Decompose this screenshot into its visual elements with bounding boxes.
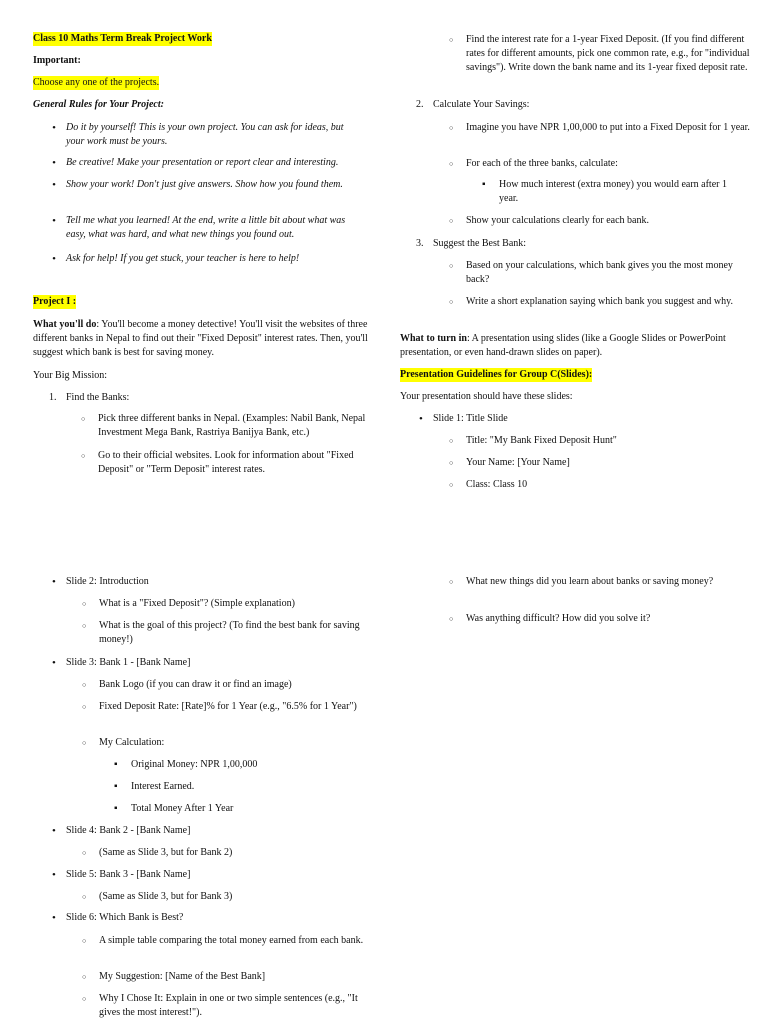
rules-heading: General Rules for Your Project: [33, 99, 164, 110]
step-label: Calculate Your Savings: [433, 99, 530, 110]
step-number: 3. [416, 238, 424, 249]
slide6-item: ○ My Suggestion: [Name of the Best Bank] [99, 970, 367, 984]
mission-label: Your Big Mission: [33, 370, 108, 381]
choose-note: Choose any one of the projects. [33, 77, 160, 88]
slide-4: • Slide 4: Bank 2 - [Bank Name] [66, 824, 190, 838]
slide1-item: ○ Class: Class 10 [466, 478, 527, 492]
turnin-text: : A presentation using slides (like a Google Slides or PowerPoint presentation, or even hand-drawn slides on paper). [400, 333, 726, 358]
rule-item: • Tell me what you learned! At the end, write a little bit about what was easy, what was hard, and what new things you found out. [66, 214, 358, 242]
guidelines-heading: Presentation Guidelines for Group C(Slides): [400, 369, 593, 380]
slide5-item: ○ (Same as Slide 3, but for Bank 3) [99, 890, 232, 904]
step-3 [416, 237, 527, 251]
slide-6: • Slide 6: Which Bank is Best? [66, 911, 183, 925]
important-label: Important: [33, 55, 81, 66]
calc-item: ▪ Interest Earned. [131, 780, 194, 794]
slide4-item: ○ (Same as Slide 3, but for Bank 2) [99, 846, 232, 860]
step3-item: ○ Based on your calculations, which bank gives you the most money back? [466, 259, 746, 287]
reflection-item: ○ Was anything difficult? How did you solve it? [466, 612, 736, 626]
slide-5: • Slide 5: Bank 3 - [Bank Name] [66, 868, 190, 882]
step2-item: ○ For each of the three banks, calculate: [466, 157, 760, 171]
step-2 [416, 98, 530, 112]
rule-item: • Do it by yourself! This is your own project. You can ask for ideas, but your work must be yours. [66, 121, 358, 149]
calc-item: ▪ Total Money After 1 Year [131, 802, 233, 816]
step3-item: ○ Write a short explanation saying which bank you suggest and why. [466, 295, 746, 309]
slide-1: • Slide 1: Title Slide [433, 412, 508, 426]
slide3-item: ○ Fixed Deposit Rate: [Rate]% for 1 Year (e.g., "6.5% for 1 Year") [99, 700, 364, 714]
rule-item: • Be creative! Make your presentation or report clear and interesting. [66, 156, 358, 170]
slide3-item: ○ My Calculation: [99, 736, 364, 750]
reflection-item: ○ What new things did you learn about banks or saving money? [466, 575, 736, 589]
step1-item: ○ Go to their official websites. Look for information about "Fixed Deposit" or "Term Deposit" interest rates. [98, 449, 368, 477]
calc-item: ▪ Original Money: NPR 1,00,000 [131, 758, 257, 772]
slide1-item: ○ Title: "My Bank Fixed Deposit Hunt" [466, 434, 617, 448]
slide-3: • Slide 3: Bank 1 - [Bank Name] [66, 656, 190, 670]
step2-item: ○ Imagine you have NPR 1,00,000 to put into a Fixed Deposit for 1 year. [466, 121, 760, 135]
what-text: : You'll become a money detective! You'll visit the websites of three different banks in Nepal to find out their "Fixed Deposit" interest rates. Then, you'll suggest which bank is best for saving money. [33, 319, 368, 358]
rule-item: • Ask for help! If you get stuck, your teacher is here to help! [66, 252, 358, 266]
turn-in [400, 332, 745, 360]
project-title: Project I : [33, 296, 77, 307]
find-rate-item: ○ Find the interest rate for a 1-year Fixed Deposit. (If you find different rates for different amounts, pick one common rate, e.g., for "individual savings"). Write down the bank name and its 1-year fixed deposit rate. [466, 33, 760, 75]
rule-item: • Show your work! Don't just give answers. Show how you found them. [66, 178, 358, 192]
what-youll-do [33, 318, 368, 360]
step-number: 1. [49, 392, 57, 403]
slide2-item: ○ What is the goal of this project? (To find the best bank for saving money!) [99, 619, 364, 647]
slide1-item: ○ Your Name: [Your Name] [466, 456, 570, 470]
turnin-label: What to turn in [400, 333, 467, 344]
what-label: What you'll do [33, 319, 97, 330]
step2-item: ○ Show your calculations clearly for each bank. [466, 214, 760, 228]
slide6-item: ○ A simple table comparing the total money earned from each bank. [99, 934, 367, 948]
slide2-item: ○ What is a "Fixed Deposit"? (Simple explanation) [99, 597, 364, 611]
document-title: Class 10 Maths Term Break Project Work [33, 33, 212, 44]
step-label: Find the Banks: [66, 392, 130, 403]
slide-2: • Slide 2: Introduction [66, 575, 149, 589]
slides-intro: Your presentation should have these slides: [400, 391, 573, 402]
step-label: Suggest the Best Bank: [433, 238, 527, 249]
step1-item: ○ Pick three different banks in Nepal. (Examples: Nabil Bank, Nepal Investment Mega Bank, Rastriya Banijya Bank, etc.) [98, 412, 368, 440]
slide3-item: ○ Bank Logo (if you can draw it or find an image) [99, 678, 364, 692]
step-number: 2. [416, 99, 424, 110]
step2-subitem: ▪ How much interest (extra money) you would earn after 1 year. [499, 178, 739, 206]
slide6-item: ○ Why I Chose It: Explain in one or two simple sentences (e.g., "It gives the most interest!"). [99, 992, 367, 1020]
step-1 [49, 391, 130, 405]
